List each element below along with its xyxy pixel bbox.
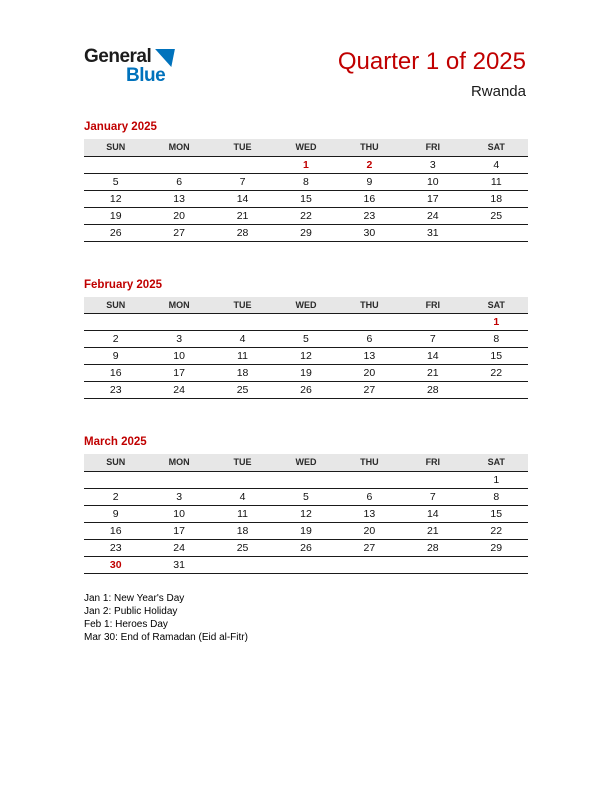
weekday-header: FRI [401,297,464,314]
empty-day-cell [274,471,337,488]
general-blue-logo [84,46,176,87]
day-cell: 31 [401,224,464,241]
day-cell: 20 [338,522,401,539]
weekday-header: SAT [465,454,528,471]
day-cell: 23 [84,539,147,556]
empty-day-cell [84,156,147,173]
week-row [84,156,528,173]
empty-day-cell [84,314,147,331]
day-cell: 4 [465,156,528,173]
day-cell: 7 [401,488,464,505]
logo-text-general: General [84,46,152,67]
day-cell: 6 [338,331,401,348]
day-cell: 10 [401,173,464,190]
week-row [84,505,528,522]
weekday-header: SUN [84,454,147,471]
day-cell: 8 [274,173,337,190]
empty-day-cell [147,471,210,488]
day-cell: 11 [211,348,274,365]
weekday-header: THU [338,454,401,471]
day-cell: 12 [274,505,337,522]
day-cell: 23 [84,382,147,399]
weekday-header: SAT [465,139,528,156]
day-cell: 26 [274,539,337,556]
empty-day-cell [84,471,147,488]
day-cell: 20 [338,365,401,382]
day-cell: 2 [338,156,401,173]
day-cell: 6 [338,488,401,505]
day-cell: 25 [465,207,528,224]
day-cell: 5 [274,488,337,505]
day-cell: 11 [211,505,274,522]
day-cell: 18 [211,365,274,382]
day-cell: 30 [338,224,401,241]
day-cell: 19 [274,365,337,382]
week-row [84,382,528,399]
page-subtitle: Rwanda [470,82,526,100]
day-cell: 1 [274,156,337,173]
day-cell: 28 [401,382,464,399]
week-row [84,471,528,488]
day-cell: 31 [147,556,210,573]
empty-day-cell [338,556,401,573]
day-cell: 26 [274,382,337,399]
day-cell: 15 [465,505,528,522]
empty-day-cell [211,471,274,488]
week-row [84,207,528,224]
empty-day-cell [211,156,274,173]
day-cell: 4 [211,331,274,348]
week-row [84,224,528,241]
day-cell: 3 [147,488,210,505]
weekday-header: TUE [211,454,274,471]
day-cell: 21 [211,207,274,224]
weekday-header-row [84,139,528,156]
day-cell: 23 [338,207,401,224]
day-cell: 9 [84,348,147,365]
empty-day-cell [465,224,528,241]
day-cell: 24 [147,382,210,399]
month-table [84,139,528,242]
calendar-february-2025 [84,278,528,400]
week-row [84,556,528,573]
empty-day-cell [338,314,401,331]
weekday-header: THU [338,297,401,314]
day-cell: 24 [147,539,210,556]
day-cell: 19 [84,207,147,224]
week-row [84,314,528,331]
day-cell: 25 [211,382,274,399]
day-cell: 1 [465,314,528,331]
day-cell: 10 [147,348,210,365]
page-content [84,120,528,644]
day-cell: 18 [211,522,274,539]
day-cell: 28 [401,539,464,556]
title-block [338,48,526,100]
day-cell: 26 [84,224,147,241]
weekday-header: WED [274,454,337,471]
day-cell: 21 [401,365,464,382]
week-row [84,488,528,505]
day-cell: 3 [147,331,210,348]
week-row [84,522,528,539]
day-cell: 24 [401,207,464,224]
day-cell: 17 [401,190,464,207]
day-cell: 29 [465,539,528,556]
day-cell: 10 [147,505,210,522]
logo-text-blue: Blue [126,65,166,86]
day-cell: 14 [401,505,464,522]
week-row [84,365,528,382]
weekday-header: SUN [84,297,147,314]
calendar-january-2025 [84,120,528,242]
day-cell: 5 [274,331,337,348]
day-cell: 8 [465,331,528,348]
day-cell: 3 [401,156,464,173]
day-cell: 22 [274,207,337,224]
day-cell: 30 [84,556,147,573]
empty-day-cell [338,471,401,488]
day-cell: 9 [338,173,401,190]
empty-day-cell [401,471,464,488]
day-cell: 12 [84,190,147,207]
weekday-header: WED [274,139,337,156]
empty-day-cell [274,556,337,573]
month-table [84,454,528,574]
day-cell: 16 [84,522,147,539]
day-cell: 16 [338,190,401,207]
empty-day-cell [274,314,337,331]
day-cell: 15 [465,348,528,365]
month-label: February 2025 [84,278,162,291]
day-cell: 27 [338,382,401,399]
day-cell: 22 [465,522,528,539]
month-table [84,297,528,400]
week-row [84,331,528,348]
week-row [84,539,528,556]
day-cell: 13 [338,505,401,522]
day-cell: 14 [401,348,464,365]
day-cell: 14 [211,190,274,207]
day-cell: 17 [147,365,210,382]
day-cell: 17 [147,522,210,539]
weekday-header: SAT [465,297,528,314]
week-row [84,173,528,190]
day-cell: 9 [84,505,147,522]
holiday-note: Jan 2: Public Holiday [84,605,178,617]
month-label: January 2025 [84,121,157,133]
day-cell: 27 [147,224,210,241]
weekday-header: MON [147,297,210,314]
empty-day-cell [211,556,274,573]
weekday-header: WED [274,297,337,314]
day-cell: 11 [465,173,528,190]
weekday-header-row [84,454,528,471]
calendar-march-2025 [84,435,528,574]
empty-day-cell [147,156,210,173]
day-cell: 6 [147,173,210,190]
day-cell: 12 [274,348,337,365]
day-cell: 15 [274,190,337,207]
empty-day-cell [147,314,210,331]
weekday-header: THU [338,139,401,156]
weekday-header: SUN [84,139,147,156]
day-cell: 2 [84,488,147,505]
day-cell: 20 [147,207,210,224]
holiday-note: Jan 1: New Year's Day [84,592,185,604]
day-cell: 7 [211,173,274,190]
day-cell: 22 [465,365,528,382]
day-cell: 8 [465,488,528,505]
day-cell: 2 [84,331,147,348]
day-cell: 18 [465,190,528,207]
day-cell: 27 [338,539,401,556]
week-row [84,348,528,365]
day-cell: 28 [211,224,274,241]
day-cell: 13 [338,348,401,365]
holiday-note: Feb 1: Heroes Day [84,618,168,630]
weekday-header: FRI [401,454,464,471]
holiday-note: Mar 30: End of Ramadan (Eid al-Fitr) [84,631,248,643]
day-cell: 21 [401,522,464,539]
weekday-header: TUE [211,297,274,314]
day-cell: 5 [84,173,147,190]
day-cell: 19 [274,522,337,539]
weekday-header: TUE [211,139,274,156]
day-cell: 25 [211,539,274,556]
month-label: March 2025 [84,436,147,448]
page-title: Quarter 1 of 2025 [337,48,526,75]
weekday-header-row [84,297,528,314]
day-cell: 1 [465,471,528,488]
empty-day-cell [465,556,528,573]
empty-day-cell [211,314,274,331]
day-cell: 13 [147,190,210,207]
empty-day-cell [465,382,528,399]
empty-day-cell [401,556,464,573]
holiday-list [84,592,528,644]
weekday-header: FRI [401,139,464,156]
day-cell: 4 [211,488,274,505]
day-cell: 7 [401,331,464,348]
weekday-header: MON [147,139,210,156]
empty-day-cell [401,314,464,331]
calendars [84,120,528,574]
week-row [84,190,528,207]
day-cell: 29 [274,224,337,241]
day-cell: 16 [84,365,147,382]
weekday-header: MON [147,454,210,471]
